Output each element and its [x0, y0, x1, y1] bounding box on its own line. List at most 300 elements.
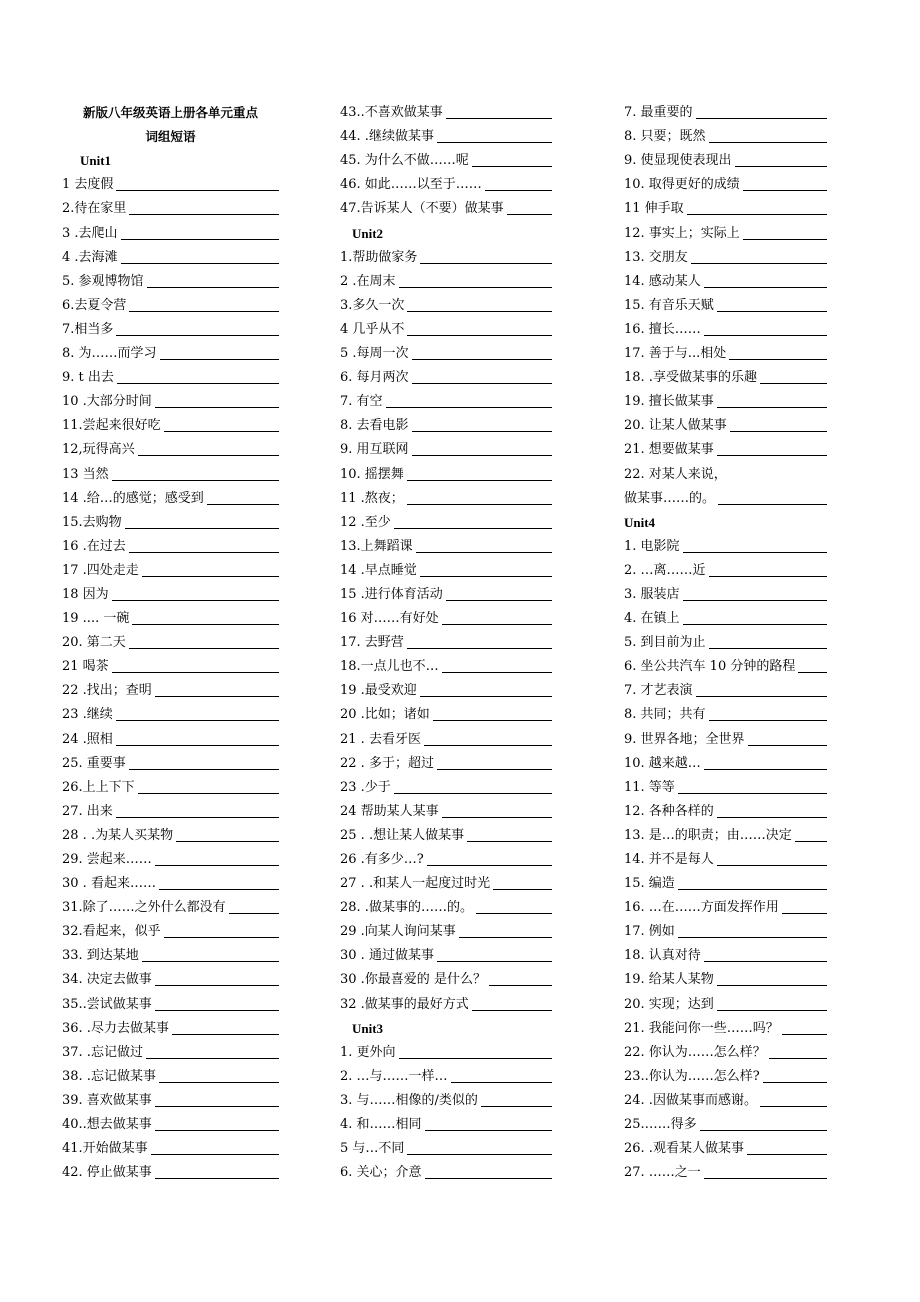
- phrase-row: [340, 848, 552, 872]
- answer-blank[interactable]: [125, 528, 279, 529]
- phrase-row: [624, 1113, 827, 1137]
- phrase-text: 44. .继续做某事: [340, 129, 434, 145]
- phrase-row: [624, 318, 827, 342]
- answer-blank[interactable]: [717, 1010, 827, 1011]
- answer-blank[interactable]: [424, 745, 552, 746]
- answer-blank[interactable]: [116, 190, 279, 191]
- phrase-row: [62, 1113, 279, 1137]
- phrase-text: 25. 重要事: [62, 755, 126, 771]
- phrase-text: 6. 坐公共汽车 10 分钟的路程: [624, 659, 796, 675]
- phrase-text: 14. 并不是每人: [624, 852, 714, 867]
- unit-heading-text: Unit4: [624, 514, 656, 530]
- phrase-row: [624, 1065, 827, 1089]
- phrase-text: 8. 只要；既然: [624, 129, 706, 145]
- answer-blank[interactable]: [678, 889, 827, 890]
- phrase-text: 10. 取得更好的成绩: [624, 177, 740, 193]
- phrase-row: [62, 294, 279, 318]
- answer-blank[interactable]: [116, 745, 279, 746]
- phrase-row: [62, 607, 279, 631]
- phrase-text: 1. 电影院: [624, 538, 680, 554]
- answer-blank[interactable]: [763, 1082, 827, 1083]
- phrase-row: [62, 366, 279, 390]
- phrase-text: 12,玩得高兴: [62, 442, 135, 458]
- answer-blank[interactable]: [155, 1178, 279, 1179]
- answer-blank[interactable]: [155, 696, 279, 697]
- answer-blank[interactable]: [121, 263, 279, 264]
- answer-blank[interactable]: [472, 166, 552, 167]
- phrase-row: [624, 221, 827, 245]
- phrase-text: 13. 交朋友: [624, 249, 688, 265]
- answer-blank[interactable]: [709, 648, 827, 649]
- answer-blank[interactable]: [717, 865, 827, 866]
- phrase-text: 11. 等等: [624, 779, 675, 795]
- answer-blank[interactable]: [691, 263, 827, 264]
- phrase-text: 14 .给…的感觉；感受到: [62, 490, 204, 506]
- phrase-row: [340, 487, 552, 511]
- answer-blank[interactable]: [782, 1034, 827, 1035]
- phrase-row: [62, 1017, 279, 1041]
- phrase-text: 16 对……有好处: [340, 611, 439, 627]
- phrase-text: 29 .向某人询问某事: [340, 924, 456, 940]
- phrase-text: 30 .你最喜爱的 是什么？: [340, 972, 486, 988]
- answer-blank[interactable]: [760, 383, 827, 384]
- phrase-text: 21 . 去看牙医: [340, 731, 421, 747]
- phrase-text: 14. 感动某人: [624, 273, 701, 289]
- answer-blank[interactable]: [678, 793, 827, 794]
- answer-blank[interactable]: [717, 817, 827, 818]
- answer-blank[interactable]: [176, 841, 279, 842]
- column-3: [624, 101, 827, 1185]
- phrase-row: [340, 414, 552, 438]
- phrase-text: 37. .忘记做过: [62, 1044, 143, 1060]
- phrase-text: 7. 有空: [340, 394, 383, 410]
- phrase-row: [340, 655, 552, 679]
- phrase-text: 31.除了……之外什么都没有: [62, 900, 226, 916]
- phrase-text: 24 帮助某人某事: [340, 803, 439, 819]
- phrase-row: [624, 487, 827, 511]
- answer-blank[interactable]: [718, 504, 827, 505]
- phrase-row: [62, 462, 279, 486]
- answer-blank[interactable]: [394, 793, 552, 794]
- answer-blank[interactable]: [700, 1130, 827, 1131]
- phrase-row: [62, 535, 279, 559]
- phrase-text: 2. …与……一样…: [340, 1068, 448, 1084]
- phrase-text: 12 .至少: [340, 514, 391, 530]
- phrase-row: [340, 438, 552, 462]
- phrase-row: [624, 776, 827, 800]
- phrase-text: 13. 是…的职责；由……决定: [624, 827, 792, 843]
- answer-blank[interactable]: [425, 1178, 552, 1179]
- phrase-text: 2. …离……近: [624, 562, 706, 578]
- document-title-line-2: [62, 125, 279, 149]
- answer-blank[interactable]: [399, 287, 552, 288]
- answer-blank[interactable]: [420, 576, 552, 577]
- phrase-row: [62, 1041, 279, 1065]
- answer-blank[interactable]: [132, 624, 279, 625]
- phrase-text: 26 .有多少…?: [340, 852, 424, 867]
- answer-blank[interactable]: [155, 407, 279, 408]
- phrase-row: [624, 631, 827, 655]
- answer-blank[interactable]: [412, 455, 552, 456]
- answer-blank[interactable]: [735, 166, 827, 167]
- phrase-text: 4 .去海滩: [62, 249, 118, 265]
- answer-blank[interactable]: [717, 985, 827, 986]
- answer-blank[interactable]: [472, 1010, 552, 1011]
- phrase-row: [340, 776, 552, 800]
- answer-blank[interactable]: [420, 696, 552, 697]
- phrase-row: [62, 655, 279, 679]
- answer-blank[interactable]: [121, 239, 279, 240]
- answer-blank[interactable]: [172, 1034, 279, 1035]
- column-1: [62, 101, 279, 1185]
- phrase-row: [624, 462, 827, 486]
- phrase-text: 9. t 出去: [62, 370, 114, 386]
- phrase-row: [340, 872, 552, 896]
- phrase-row: [624, 703, 827, 727]
- answer-blank[interactable]: [155, 1106, 279, 1107]
- answer-blank[interactable]: [412, 383, 552, 384]
- phrase-row: [340, 1113, 552, 1137]
- answer-blank[interactable]: [446, 118, 552, 119]
- answer-blank[interactable]: [782, 913, 827, 914]
- answer-blank[interactable]: [704, 961, 827, 962]
- phrase-row: [340, 800, 552, 824]
- answer-blank[interactable]: [155, 1010, 279, 1011]
- phrase-text: 38. .忘记做某事: [62, 1068, 156, 1084]
- phrase-text: 27. ……之一: [624, 1165, 701, 1181]
- answer-blank[interactable]: [798, 672, 827, 673]
- phrase-row: [624, 727, 827, 751]
- unit-heading: [62, 149, 279, 173]
- phrase-row: [624, 752, 827, 776]
- phrase-text: 30 . 看起来……: [62, 876, 156, 892]
- answer-blank[interactable]: [407, 648, 552, 649]
- phrase-row: [624, 390, 827, 414]
- answer-blank[interactable]: [117, 383, 279, 384]
- answer-blank[interactable]: [407, 311, 552, 312]
- phrase-row: [624, 270, 827, 294]
- answer-blank[interactable]: [683, 624, 827, 625]
- phrase-row: [62, 270, 279, 294]
- phrase-row: [624, 1017, 827, 1041]
- unit-heading: [624, 511, 827, 535]
- phrase-row: [62, 559, 279, 583]
- phrase-text: 17. 善于与...相处: [624, 346, 727, 362]
- phrase-text: 6.去夏令营: [62, 297, 127, 313]
- answer-blank[interactable]: [704, 769, 827, 770]
- phrase-text: 35..尝试做某事: [62, 996, 152, 1012]
- answer-blank[interactable]: [129, 214, 279, 215]
- answer-blank[interactable]: [112, 480, 279, 481]
- answer-blank[interactable]: [481, 1106, 552, 1107]
- unit-heading-text: Unit2: [352, 225, 384, 241]
- phrase-text: 23 .少于: [340, 779, 391, 795]
- answer-blank[interactable]: [142, 576, 279, 577]
- phrase-text: 6. 关心；介意: [340, 1165, 422, 1181]
- phrase-text: 2 .在周末: [340, 273, 396, 289]
- phrase-row: [62, 944, 279, 968]
- answer-blank[interactable]: [147, 287, 279, 288]
- phrase-row: [624, 872, 827, 896]
- answer-blank[interactable]: [717, 455, 827, 456]
- phrase-text: 10. 越来越…: [624, 755, 701, 771]
- answer-blank[interactable]: [437, 769, 552, 770]
- phrase-row: [62, 679, 279, 703]
- answer-blank[interactable]: [207, 504, 279, 505]
- document-title-text: 新版八年级英语上册各单元重点: [82, 105, 258, 121]
- phrase-row: [340, 727, 552, 751]
- phrase-text: 11.尝起来很好吃: [62, 418, 161, 434]
- phrase-row: [62, 631, 279, 655]
- answer-blank[interactable]: [748, 745, 827, 746]
- answer-blank[interactable]: [164, 937, 279, 938]
- phrase-row: [62, 390, 279, 414]
- phrase-row: [340, 366, 552, 390]
- answer-blank[interactable]: [442, 817, 552, 818]
- answer-blank[interactable]: [437, 142, 552, 143]
- answer-blank[interactable]: [451, 1082, 552, 1083]
- phrase-text: 13 当然: [62, 466, 109, 482]
- answer-blank[interactable]: [116, 720, 279, 721]
- answer-blank[interactable]: [407, 335, 552, 336]
- phrase-text: 15 .进行体育活动: [340, 586, 443, 602]
- answer-blank[interactable]: [420, 263, 552, 264]
- answer-blank[interactable]: [769, 1058, 827, 1059]
- answer-blank[interactable]: [159, 1082, 279, 1083]
- phrase-row: [624, 607, 827, 631]
- phrase-text: 做某事……的。: [624, 490, 716, 506]
- answer-blank[interactable]: [142, 961, 279, 962]
- answer-blank[interactable]: [116, 817, 279, 818]
- phrase-row: [624, 583, 827, 607]
- answer-blank[interactable]: [442, 624, 552, 625]
- phrase-text: 6. 每月两次: [340, 370, 409, 386]
- answer-blank[interactable]: [138, 793, 279, 794]
- answer-blank[interactable]: [459, 937, 552, 938]
- phrase-row: [340, 1041, 552, 1065]
- phrase-row: [624, 1137, 827, 1161]
- answer-blank[interactable]: [717, 407, 827, 408]
- answer-blank[interactable]: [229, 913, 279, 914]
- phrase-text: 30 . 通过做某事: [340, 948, 434, 964]
- answer-blank[interactable]: [112, 600, 279, 601]
- answer-blank[interactable]: [696, 696, 827, 697]
- answer-blank[interactable]: [394, 528, 552, 529]
- phrase-text: 41.开始做某事: [62, 1141, 148, 1157]
- answer-blank[interactable]: [747, 1154, 827, 1155]
- answer-blank[interactable]: [489, 985, 552, 986]
- phrase-row: [340, 173, 552, 197]
- answer-blank[interactable]: [160, 359, 279, 360]
- phrase-text: 21. 想要做某事: [624, 442, 714, 458]
- phrase-row: [624, 848, 827, 872]
- answer-blank[interactable]: [416, 552, 552, 553]
- answer-blank[interactable]: [399, 1058, 552, 1059]
- answer-blank[interactable]: [743, 239, 827, 240]
- phrase-row: [624, 414, 827, 438]
- answer-blank[interactable]: [507, 214, 552, 215]
- phrase-text: 15. 编造: [624, 876, 675, 892]
- answer-blank[interactable]: [433, 720, 552, 721]
- phrase-row: [340, 462, 552, 486]
- phrase-text: 15.去购物: [62, 514, 122, 530]
- answer-blank[interactable]: [116, 335, 279, 336]
- phrase-text: 21. 我能问你一些……吗？: [624, 1020, 779, 1036]
- answer-blank[interactable]: [476, 913, 552, 914]
- answer-blank[interactable]: [709, 576, 827, 577]
- answer-blank[interactable]: [704, 335, 827, 336]
- answer-blank[interactable]: [493, 889, 552, 890]
- phrase-row: [62, 920, 279, 944]
- answer-blank[interactable]: [704, 287, 827, 288]
- answer-blank[interactable]: [425, 1130, 552, 1131]
- phrase-text: 1. 更外向: [340, 1044, 396, 1060]
- phrase-text: 39. 喜欢做某事: [62, 1092, 152, 1108]
- phrase-row: [340, 631, 552, 655]
- phrase-text: 8. 共同；共有: [624, 707, 706, 723]
- phrase-text: 32 .做某事的最好方式: [340, 996, 469, 1012]
- answer-blank[interactable]: [709, 142, 827, 143]
- phrase-text: 10 .大部分时间: [62, 394, 152, 410]
- answer-blank[interactable]: [129, 648, 279, 649]
- phrase-text: 18 因为: [62, 586, 109, 602]
- phrase-text: 33. 到达某地: [62, 948, 139, 964]
- phrase-row: [624, 438, 827, 462]
- answer-blank[interactable]: [129, 311, 279, 312]
- answer-blank[interactable]: [696, 118, 827, 119]
- phrase-row: [624, 800, 827, 824]
- phrase-row: [340, 1137, 552, 1161]
- phrase-text: 18. 认真对待: [624, 948, 701, 964]
- phrase-text: 4 几乎从不: [340, 321, 405, 337]
- phrase-row: [62, 896, 279, 920]
- answer-blank[interactable]: [442, 672, 552, 673]
- answer-blank[interactable]: [386, 407, 552, 408]
- phrase-row: [340, 992, 552, 1016]
- phrase-row: [340, 607, 552, 631]
- phrase-text: 17. 去野营: [340, 635, 404, 651]
- answer-blank[interactable]: [146, 1058, 279, 1059]
- phrase-row: [624, 125, 827, 149]
- phrase-row: [624, 294, 827, 318]
- answer-blank[interactable]: [407, 480, 552, 481]
- phrase-text: 16. …在……方面发挥作用: [624, 900, 779, 916]
- phrase-row: [62, 414, 279, 438]
- unit-heading: [340, 1017, 552, 1041]
- answer-blank[interactable]: [138, 455, 279, 456]
- phrase-row: [340, 149, 552, 173]
- phrase-text: 46. 如此……以至于……: [340, 177, 482, 193]
- phrase-row: [62, 752, 279, 776]
- phrase-row: [624, 101, 827, 125]
- answer-blank[interactable]: [730, 431, 827, 432]
- answer-blank[interactable]: [155, 865, 279, 866]
- phrase-text: 40..想去做某事: [62, 1117, 152, 1133]
- phrase-text: 22. 对某人来说，: [624, 466, 727, 482]
- phrase-text: 22 . 多于；超过: [340, 755, 434, 771]
- answer-blank[interactable]: [717, 311, 827, 312]
- phrase-row: [62, 173, 279, 197]
- phrase-row: [340, 920, 552, 944]
- answer-blank[interactable]: [155, 1130, 279, 1131]
- answer-blank[interactable]: [760, 1106, 827, 1107]
- answer-blank[interactable]: [427, 865, 552, 866]
- phrase-text: 22. 你认为……怎么样？: [624, 1044, 766, 1060]
- answer-blank[interactable]: [129, 769, 279, 770]
- answer-blank[interactable]: [155, 985, 279, 986]
- phrase-text: 4. 和……相同: [340, 1117, 422, 1133]
- answer-blank[interactable]: [151, 1154, 279, 1155]
- answer-blank[interactable]: [687, 214, 827, 215]
- answer-blank[interactable]: [446, 600, 552, 601]
- phrase-text: 24 .照相: [62, 731, 113, 747]
- answer-blank[interactable]: [159, 889, 279, 890]
- unit-heading-text: Unit3: [352, 1020, 384, 1036]
- answer-blank[interactable]: [678, 937, 827, 938]
- answer-blank[interactable]: [412, 431, 552, 432]
- answer-blank[interactable]: [683, 600, 827, 601]
- phrase-text: 12. 事实上；实际上: [624, 225, 740, 241]
- phrase-row: [62, 1161, 279, 1185]
- phrase-row: [340, 197, 552, 221]
- answer-blank[interactable]: [743, 190, 827, 191]
- phrase-row: [62, 776, 279, 800]
- document-subtitle-text: 词组短语: [145, 129, 196, 145]
- phrase-row: [624, 1089, 827, 1113]
- phrase-row: [340, 752, 552, 776]
- answer-blank[interactable]: [407, 504, 552, 505]
- phrase-row: [340, 125, 552, 149]
- phrase-text: 8. 为……而学习: [62, 346, 157, 362]
- phrase-text: 19 .... 一碗: [62, 611, 130, 627]
- answer-blank[interactable]: [485, 190, 552, 191]
- answer-blank[interactable]: [112, 672, 279, 673]
- phrase-text: 26. .观看某人做某事: [624, 1141, 744, 1157]
- answer-blank[interactable]: [407, 1154, 552, 1155]
- phrase-text: 13.上舞蹈课: [340, 538, 413, 554]
- phrase-text: 5 .每周一次: [340, 346, 409, 362]
- phrase-text: 22 .找出；查明: [62, 683, 152, 699]
- answer-blank[interactable]: [437, 961, 552, 962]
- answer-blank[interactable]: [683, 552, 827, 553]
- phrase-row: [624, 655, 827, 679]
- phrase-row: [62, 583, 279, 607]
- answer-blank[interactable]: [467, 841, 552, 842]
- phrase-row: [340, 535, 552, 559]
- answer-blank[interactable]: [164, 431, 279, 432]
- answer-blank[interactable]: [704, 1178, 827, 1179]
- phrase-text: 16 .在过去: [62, 538, 126, 554]
- phrase-row: [340, 318, 552, 342]
- phrase-row: [340, 703, 552, 727]
- answer-blank[interactable]: [129, 552, 279, 553]
- answer-blank[interactable]: [795, 841, 827, 842]
- phrase-row: [62, 992, 279, 1016]
- phrase-text: 1.帮助做家务: [340, 249, 418, 265]
- phrase-row: [62, 824, 279, 848]
- answer-blank[interactable]: [709, 720, 827, 721]
- phrase-text: 4. 在镇上: [624, 611, 680, 627]
- phrase-row: [624, 149, 827, 173]
- phrase-text: 3 .去爬山: [62, 225, 118, 241]
- answer-blank[interactable]: [412, 359, 552, 360]
- phrase-text: 18.一点儿也不…: [340, 659, 439, 675]
- phrase-row: [340, 101, 552, 125]
- phrase-row: [340, 824, 552, 848]
- unit-heading: [340, 221, 552, 245]
- phrase-row: [624, 1041, 827, 1065]
- answer-blank[interactable]: [729, 359, 827, 360]
